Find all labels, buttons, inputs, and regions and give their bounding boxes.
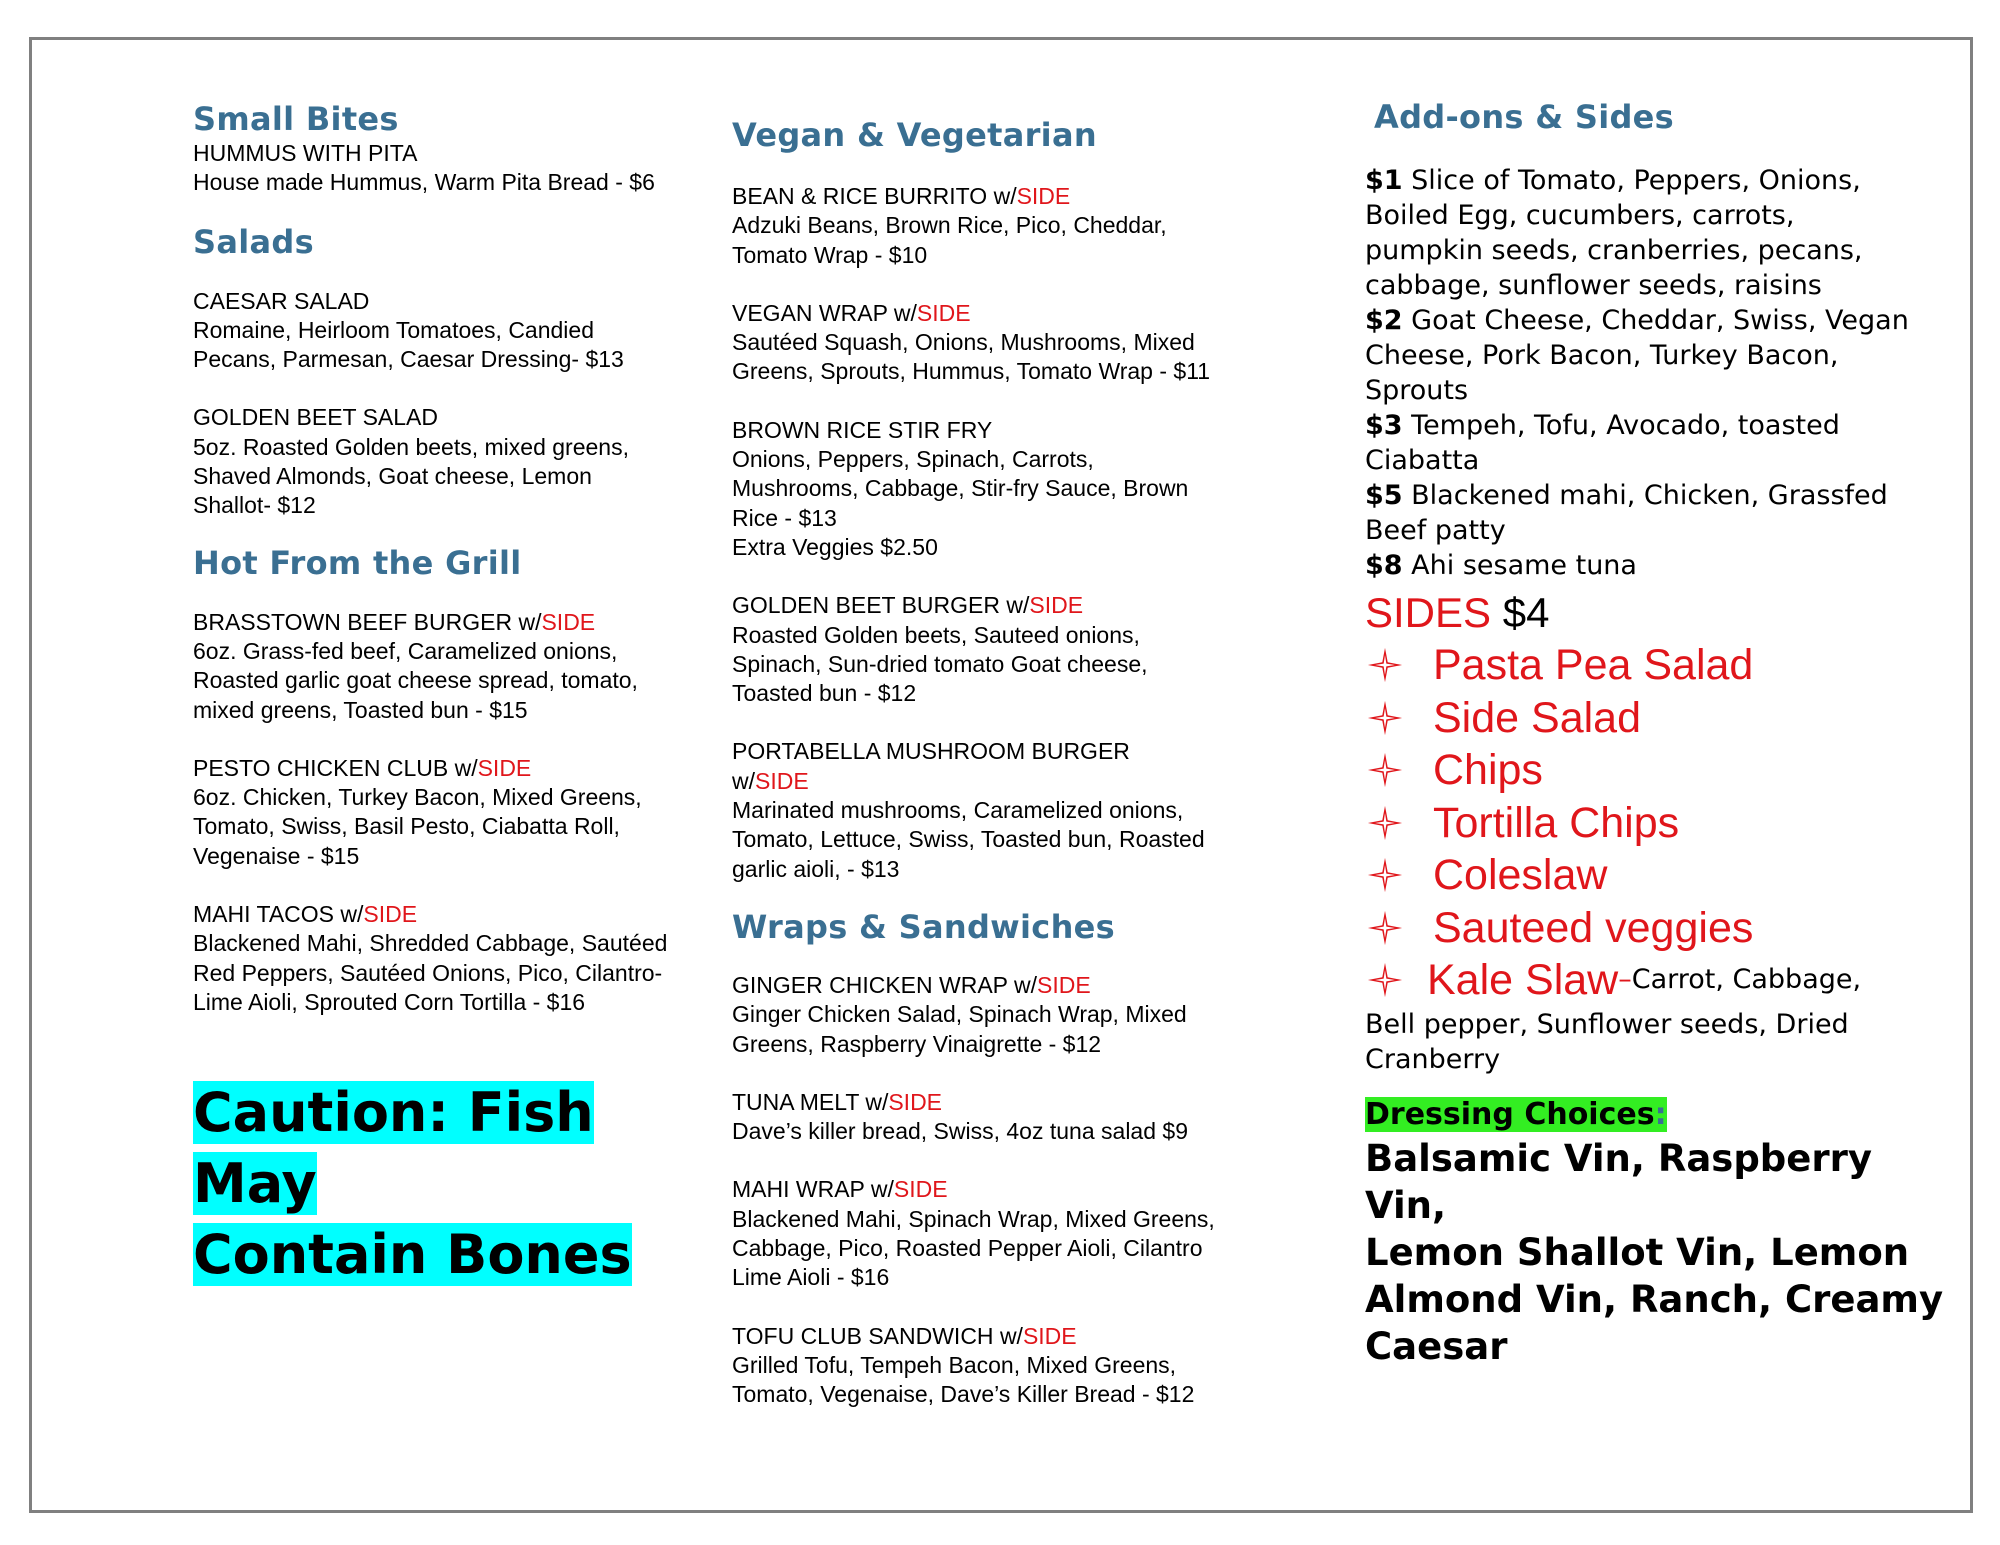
wraps-heading: Wraps & Sandwiches	[732, 907, 1116, 946]
item-name: PORTABELLA MUSHROOM BURGER	[732, 738, 1130, 765]
grill-heading: Hot From the Grill	[193, 543, 522, 582]
menu-item-mahi-wrap	[732, 1175, 1292, 1292]
dressing-title: Dressing Choices	[1365, 1096, 1655, 1132]
addon-line	[1365, 408, 1945, 443]
item-name: MAHI WRAP	[732, 1176, 871, 1203]
item-name: PESTO CHICKEN CLUB	[193, 754, 455, 781]
addon-text: Boiled Egg, cucumbers, carrots,	[1365, 200, 1795, 231]
item-desc: mixed greens, Toasted bun - $15	[193, 696, 528, 723]
menu-item-mahi-tacos	[193, 900, 723, 1017]
star-icon	[1367, 910, 1403, 946]
side-prefix: w/	[993, 183, 1017, 209]
menu-item-brown-rice-stir-fry	[732, 416, 1292, 562]
side-label: SIDE	[1022, 1322, 1077, 1349]
addon-price: $8	[1365, 550, 1403, 581]
addon-price: $5	[1365, 480, 1403, 511]
side-prefix: w/	[999, 1322, 1023, 1349]
side-name: Tortilla Chips	[1433, 798, 1680, 847]
side-item-kale-slaw	[1365, 954, 1945, 1007]
star-icon	[1367, 752, 1403, 788]
menu-item-golden-beet-burger	[732, 591, 1292, 708]
item-desc: Tomato, Lettuce, Swiss, Toasted bun, Roasted	[732, 826, 1205, 853]
star-icon	[1367, 700, 1403, 736]
kale-desc-cont	[1365, 1007, 1945, 1077]
addon-text: Cheese, Pork Bacon, Turkey Bacon,	[1365, 340, 1839, 371]
menu-item-golden-beet-salad	[193, 403, 723, 520]
item-desc: Ginger Chicken Salad, Spinach Wrap, Mixed	[732, 1001, 1187, 1028]
star-icon	[1367, 805, 1403, 841]
item-name: GOLDEN BEET BURGER	[732, 592, 1007, 619]
item-desc: Greens, Sprouts, Hummus, Tomato Wrap - $11	[732, 358, 1211, 385]
item-name-line	[732, 971, 1292, 1000]
addon-text: Tempeh, Tofu, Avocado, toasted	[1402, 410, 1840, 441]
addon-line	[1365, 198, 1945, 233]
item-desc: Roasted Golden beets, Sauteed onions,	[732, 621, 1140, 648]
item-desc: Greens, Raspberry Vinaigrette - $12	[732, 1030, 1102, 1057]
side-name: Coleslaw	[1433, 851, 1608, 899]
item-name: GOLDEN BEET SALAD	[193, 404, 438, 431]
side-label: SIDE	[1037, 971, 1091, 998]
item-name: TUNA MELT	[732, 1088, 866, 1115]
addon-text: Beef patty	[1365, 515, 1506, 546]
side-desc: Cranberry	[1365, 1043, 1501, 1075]
menu-item-tuna-melt	[732, 1088, 1292, 1147]
item-name-line	[732, 1175, 1292, 1204]
side-label: SIDE	[477, 754, 532, 781]
item-desc: Cabbage, Pico, Roasted Pepper Aioli, Cilantro	[732, 1235, 1203, 1262]
dressing-line: Balsamic Vin, Raspberry Vin,	[1365, 1136, 1872, 1227]
side-label: SIDE	[888, 1088, 943, 1115]
column-right	[1365, 95, 1945, 1370]
addon-price: $1	[1365, 165, 1403, 196]
addon-text: Blackened mahi, Chicken, Grassfed	[1402, 480, 1888, 511]
side-label: SIDE	[1029, 592, 1084, 619]
side-name: Sauteed veggies	[1433, 903, 1754, 952]
addon-text: Slice of Tomato, Peppers, Onions,	[1402, 165, 1861, 196]
side-desc: Bell pepper, Sunflower seeds, Dried	[1365, 1008, 1849, 1040]
addon-text: Goat Cheese, Cheddar, Swiss, Vegan	[1402, 305, 1909, 336]
item-name: BRASSTOWN BEEF BURGER	[193, 608, 519, 635]
item-name: TOFU CLUB SANDWICH	[732, 1322, 1000, 1349]
item-desc: Lime Aioli - $16	[732, 1264, 890, 1291]
sides-list	[1365, 639, 1945, 954]
menu-item-ginger-chicken-wrap	[732, 971, 1292, 1059]
addon-line	[1365, 478, 1945, 513]
item-desc: Red Peppers, Sautéed Onions, Pico, Cilantro-	[193, 959, 663, 986]
side-prefix: w/	[865, 1088, 889, 1115]
addon-text: pumpkin seeds, cranberries, pecans,	[1365, 235, 1863, 266]
item-desc: Tomato, Swiss, Basil Pesto, Ciabatta Roll,	[193, 813, 620, 840]
dressing-colon: :	[1654, 1096, 1667, 1132]
addon-text: Ahi sesame tuna	[1402, 550, 1637, 581]
caution-line: Contain Bones	[193, 1223, 632, 1287]
dash: –	[1618, 964, 1632, 995]
addon-line	[1365, 338, 1945, 373]
menu-item-portabella-burger	[732, 737, 1292, 883]
side-prefix: w/	[340, 901, 364, 928]
menu-item-vegan-wrap	[732, 299, 1292, 387]
item-desc: Adzuki Beans, Brown Rice, Pico, Cheddar,	[732, 212, 1167, 239]
caution-line: Caution: Fish May	[193, 1081, 594, 1216]
addon-line	[1365, 233, 1945, 268]
column-middle	[732, 113, 1292, 1410]
dressing-line: Almond Vin, Ranch, Creamy	[1365, 1277, 1944, 1321]
side-name: Chips	[1433, 746, 1543, 794]
item-name: HUMMUS WITH PITA	[193, 140, 418, 166]
item-desc: Onions, Peppers, Spinach, Carrots,	[732, 446, 1094, 473]
side-label: SIDE	[893, 1176, 948, 1203]
side-prefix: w/	[1014, 971, 1037, 998]
side-item	[1365, 744, 1945, 797]
item-desc: Shaved Almonds, Goat cheese, Lemon	[193, 463, 592, 490]
item-desc: Pecans, Parmesan, Caesar Dressing- $13	[193, 346, 624, 373]
item-desc: garlic aioli, - $13	[732, 855, 900, 882]
item-desc: Sautéed Squash, Onions, Mushrooms, Mixed	[732, 329, 1195, 356]
item-name-line	[193, 900, 723, 929]
side-label: SIDE	[916, 299, 971, 326]
item-desc: Extra Veggies $2.50	[732, 533, 938, 560]
addon-line	[1365, 443, 1945, 478]
addons-heading: Add-ons & Sides	[1374, 98, 1675, 136]
side-prefix: w/	[893, 299, 917, 326]
item-desc: 6oz. Chicken, Turkey Bacon, Mixed Greens,	[193, 784, 642, 811]
item-desc: Grilled Tofu, Tempeh Bacon, Mixed Greens,	[732, 1351, 1177, 1378]
item-desc: Vegenaise - $15	[193, 842, 360, 869]
item-desc: 6oz. Grass-fed beef, Caramelized onions,	[193, 637, 618, 664]
addon-text: Sprouts	[1365, 375, 1469, 406]
side-prefix: w/	[1006, 592, 1030, 619]
side-name: Side Salad	[1433, 693, 1641, 742]
small-bites-heading: Small Bites	[193, 100, 399, 138]
caution-notice	[193, 1077, 723, 1290]
item-desc: Tomato Wrap - $10	[732, 241, 928, 268]
dressing-heading	[1365, 1095, 1945, 1135]
menu-item-bean-rice-burrito	[732, 182, 1292, 270]
item-name-line	[732, 182, 1292, 211]
item-desc: Rice - $13	[732, 504, 837, 531]
addon-text: cabbage, sunflower seeds, raisins	[1365, 270, 1822, 301]
side-item	[1365, 849, 1945, 902]
sides-price: $4	[1491, 589, 1550, 636]
side-item	[1365, 692, 1945, 745]
item-name: MAHI TACOS	[193, 901, 341, 928]
menu-item-pesto-chicken-club	[193, 754, 723, 871]
addon-line	[1365, 163, 1945, 198]
item-desc: Spinach, Sun-dried tomato Goat cheese,	[732, 650, 1148, 677]
addon-line	[1365, 548, 1945, 583]
sides-heading	[1365, 587, 1945, 639]
item-name: CAESAR SALAD	[193, 287, 370, 314]
side-label: SIDE	[755, 767, 809, 794]
menu-item-beef-burger	[193, 608, 723, 725]
item-desc: House made Hummus, Warm Pita Bread - $6	[193, 169, 655, 196]
addons-list	[1365, 163, 1945, 583]
item-side-line	[732, 767, 1292, 796]
item-desc: Mushrooms, Cabbage, Stir-fry Sauce, Brown	[732, 475, 1189, 502]
star-icon	[1367, 857, 1403, 893]
item-desc: 5oz. Roasted Golden beets, mixed greens,	[193, 433, 629, 460]
side-prefix: w/	[454, 754, 478, 781]
item-name: BEAN & RICE BURRITO	[732, 183, 994, 209]
menu-item-tofu-club	[732, 1322, 1292, 1410]
addon-text: Ciabatta	[1365, 445, 1480, 476]
item-name-line	[732, 1088, 1292, 1117]
item-name-line	[732, 299, 1292, 328]
side-prefix: w/	[518, 608, 542, 635]
side-name: Kale Slaw	[1427, 956, 1619, 1004]
addon-line	[1365, 513, 1945, 548]
dressing-line: Caesar	[1365, 1324, 1508, 1368]
item-desc: Shallot- $12	[193, 492, 316, 519]
addon-line	[1365, 268, 1945, 303]
side-prefix: w/	[732, 767, 755, 794]
item-desc: Dave’s killer bread, Swiss, 4oz tuna salad $9	[732, 1118, 1188, 1145]
star-icon	[1367, 962, 1403, 998]
side-item	[1365, 639, 1945, 692]
side-name: Pasta Pea Salad	[1433, 641, 1754, 689]
side-label: SIDE	[541, 608, 596, 635]
item-name-line	[193, 608, 723, 637]
item-desc: Toasted bun - $12	[732, 680, 917, 707]
side-item	[1365, 902, 1945, 955]
menu-item-caesar-salad	[193, 287, 723, 375]
star-icon	[1367, 647, 1403, 683]
column-left	[193, 97, 723, 1290]
item-name: GINGER CHICKEN WRAP	[732, 971, 1014, 998]
side-label: SIDE	[1016, 183, 1071, 209]
dressing-line: Lemon Shallot Vin, Lemon	[1365, 1230, 1910, 1274]
item-name-line	[193, 754, 723, 783]
item-desc: Blackened Mahi, Shredded Cabbage, Sautéed	[193, 930, 668, 957]
item-name: VEGAN WRAP	[732, 299, 894, 326]
salads-heading: Salads	[193, 222, 314, 261]
item-desc: Romaine, Heirloom Tomatoes, Candied	[193, 316, 594, 343]
addon-line	[1365, 303, 1945, 338]
side-label: SIDE	[363, 901, 418, 928]
addon-price: $3	[1365, 410, 1403, 441]
side-prefix: w/	[870, 1176, 894, 1203]
vegan-heading: Vegan & Vegetarian	[732, 116, 1097, 154]
menu-item-hummus	[193, 139, 723, 198]
item-name-line	[732, 591, 1292, 620]
item-name-line	[732, 1322, 1292, 1351]
item-desc: Blackened Mahi, Spinach Wrap, Mixed Greens,	[732, 1205, 1215, 1232]
item-desc: Roasted garlic goat cheese spread, tomato,	[193, 667, 638, 694]
side-item	[1365, 797, 1945, 850]
addon-price: $2	[1365, 305, 1403, 336]
item-desc: Marinated mushrooms, Caramelized onions,	[732, 797, 1184, 824]
item-name: BROWN RICE STIR FRY	[732, 416, 993, 443]
dressing-list	[1365, 1135, 1945, 1370]
sides-label: SIDES	[1365, 589, 1492, 636]
item-desc: Tomato, Vegenaise, Dave’s Killer Bread - $12	[732, 1381, 1195, 1408]
addon-line	[1365, 373, 1945, 408]
item-desc: Lime Aioli, Sprouted Corn Tortilla - $16	[193, 988, 586, 1015]
side-desc: Carrot, Cabbage,	[1631, 964, 1862, 995]
